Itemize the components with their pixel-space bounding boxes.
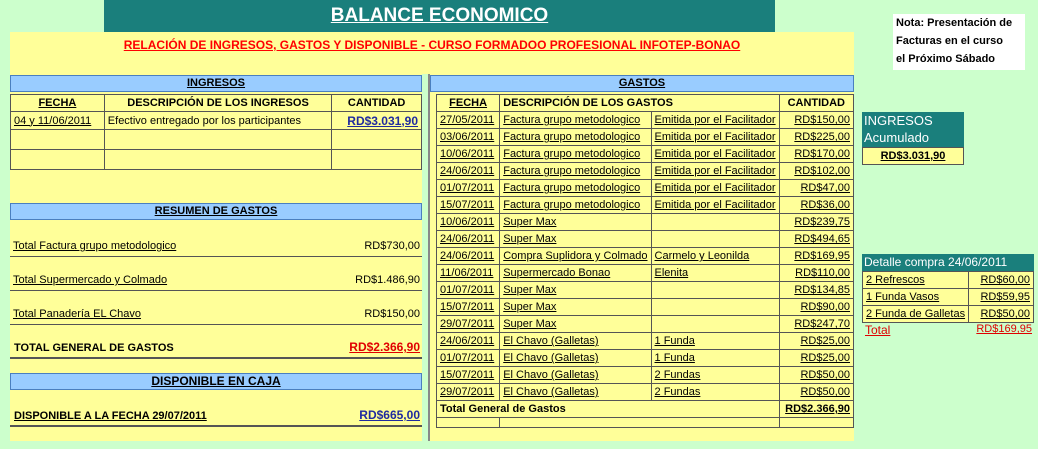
gasto-cantidad: RD$239,75 xyxy=(779,214,853,231)
gasto-cantidad: RD$36,00 xyxy=(779,197,853,214)
detalle-item: 1 Funda Vasos xyxy=(863,289,969,306)
gasto-cantidad: RD$134,85 xyxy=(779,282,853,299)
empty-cell xyxy=(779,418,853,428)
disponible-label: DISPONIBLE A LA FECHA 29/07/2011 xyxy=(14,410,207,422)
gasto-cantidad: RD$50,00 xyxy=(779,367,853,384)
gasto-fecha: 15/07/2011 xyxy=(437,197,500,214)
note-line: el Próximo Sábado xyxy=(896,53,996,65)
gasto-cantidad: RD$225,00 xyxy=(779,129,853,146)
gasto-detalle: Emitida por el Facilitador xyxy=(651,180,779,197)
gasto-descripcion: Super Max xyxy=(500,316,651,333)
table-row xyxy=(437,316,854,333)
table-row xyxy=(437,248,854,265)
gasto-cantidad: RD$90,00 xyxy=(779,299,853,316)
resumen-item-value: RD$1.486,90 xyxy=(355,274,420,286)
gasto-detalle: Emitida por el Facilitador xyxy=(651,163,779,180)
gastos-total-value: RD$2.366,90 xyxy=(779,401,853,418)
gasto-detalle: 1 Funda xyxy=(651,350,779,367)
gasto-cantidad: RD$110,00 xyxy=(779,265,853,282)
gasto-descripcion: El Chavo (Galletas) xyxy=(500,350,651,367)
gasto-descripcion: El Chavo (Galletas) xyxy=(500,367,651,384)
acumulado-title-line: Acumulado xyxy=(864,130,930,145)
table-row xyxy=(437,350,854,367)
gasto-cantidad: RD$170,00 xyxy=(779,146,853,163)
ingreso-descripcion: Efectivo entregado por los participantes xyxy=(104,112,331,130)
gasto-detalle xyxy=(651,282,779,299)
gasto-fecha: 10/06/2011 xyxy=(437,146,500,163)
gasto-fecha: 29/07/2011 xyxy=(437,316,500,333)
divider xyxy=(10,290,422,291)
gasto-cantidad: RD$494,65 xyxy=(779,231,853,248)
detalle-title: Detalle compra 24/06/2011 xyxy=(862,254,1034,271)
gastos-total-label: Total General de Gastos xyxy=(437,401,780,418)
gasto-descripcion: Compra Suplidora y Colmado xyxy=(500,248,651,265)
gasto-fecha: 24/06/2011 xyxy=(437,248,500,265)
table-row xyxy=(437,333,854,350)
gasto-detalle xyxy=(651,231,779,248)
gasto-detalle xyxy=(651,299,779,316)
gasto-fecha: 01/07/2011 xyxy=(437,350,500,367)
detalle-value: RD$60,00 xyxy=(969,272,1034,289)
empty-cell xyxy=(11,130,105,150)
resumen-title: RESUMEN DE GASTOS xyxy=(10,203,422,220)
gasto-cantidad: RD$150,00 xyxy=(779,112,853,129)
table-row xyxy=(437,384,854,401)
header-fecha: FECHA xyxy=(437,95,500,112)
acumulado-title xyxy=(862,112,964,147)
gasto-detalle: Elenita xyxy=(651,265,779,282)
acumulado-title-line: INGRESOS xyxy=(864,113,933,128)
gasto-detalle: 1 Funda xyxy=(651,333,779,350)
resumen-item-label: Total Supermercado y Colmado xyxy=(13,274,168,286)
total-gastos-value: RD$2.366,90 xyxy=(349,340,420,354)
page-subtitle: RELACIÓN DE INGRESOS, GASTOS Y DISPONIBLE - CURSO FORMADOO PROFESIONAL INFOTEP-BONAO xyxy=(123,38,741,52)
empty-cell xyxy=(11,150,105,170)
disponible-value: RD$665,00 xyxy=(359,408,420,422)
gasto-descripcion: Super Max xyxy=(500,282,651,299)
total-gastos-label: TOTAL GENERAL DE GASTOS xyxy=(14,342,174,354)
gasto-fecha: 15/07/2011 xyxy=(437,299,500,316)
header-cantidad: CANTIDAD xyxy=(332,95,422,112)
gasto-fecha: 27/05/2011 xyxy=(437,112,500,129)
note-line: Facturas en el curso xyxy=(896,35,1003,47)
page-title: BALANCE ECONOMICO xyxy=(104,0,775,32)
gasto-fecha: 29/07/2011 xyxy=(437,384,500,401)
ingreso-fecha: 04 y 11/06/2011 xyxy=(11,112,105,130)
empty-cell xyxy=(332,130,422,150)
gasto-descripcion: El Chavo (Galletas) xyxy=(500,384,651,401)
gasto-detalle: Emitida por el Facilitador xyxy=(651,146,779,163)
table-row xyxy=(437,265,854,282)
header-cantidad: CANTIDAD xyxy=(779,95,853,112)
resumen-item-value: RD$730,00 xyxy=(364,240,420,252)
gastos-title: GASTOS xyxy=(430,75,854,92)
gasto-descripcion: Factura grupo metodologico xyxy=(500,129,651,146)
gasto-descripcion: Super Max xyxy=(500,231,651,248)
table-row xyxy=(437,197,854,214)
gasto-descripcion: El Chavo (Galletas) xyxy=(500,333,651,350)
table-row xyxy=(437,214,854,231)
gasto-fecha: 01/07/2011 xyxy=(437,180,500,197)
gasto-descripcion: Factura grupo metodologico xyxy=(500,180,651,197)
gasto-descripcion: Factura grupo metodologico xyxy=(500,112,651,129)
gasto-detalle: Emitida por el Facilitador xyxy=(651,197,779,214)
gasto-descripcion: Factura grupo metodologico xyxy=(500,197,651,214)
table-row xyxy=(437,299,854,316)
divider xyxy=(10,324,422,325)
divider xyxy=(10,357,422,359)
table-row xyxy=(437,231,854,248)
detalle-value: RD$59,95 xyxy=(969,289,1034,306)
divider xyxy=(10,256,422,257)
gasto-cantidad: RD$47,00 xyxy=(779,180,853,197)
gasto-detalle: Carmelo y Leonilda xyxy=(651,248,779,265)
empty-cell xyxy=(104,130,331,150)
gasto-detalle: 2 Fundas xyxy=(651,384,779,401)
gasto-fecha: 10/06/2011 xyxy=(437,214,500,231)
ingresos-table xyxy=(10,94,422,170)
header-descripcion: DESCRIPCIÓN DE LOS INGRESOS xyxy=(104,95,331,112)
gasto-cantidad: RD$25,00 xyxy=(779,350,853,367)
table-row xyxy=(437,112,854,129)
detalle-table xyxy=(862,271,1034,323)
empty-cell xyxy=(500,418,779,428)
detalle-item: 2 Refrescos xyxy=(863,272,969,289)
gasto-descripcion: Factura grupo metodologico xyxy=(500,146,651,163)
resumen-item-label: Total Factura grupo metodologico xyxy=(13,240,177,252)
empty-cell xyxy=(332,150,422,170)
gasto-descripcion: Super Max xyxy=(500,299,651,316)
ingreso-cantidad: RD$3.031,90 xyxy=(332,112,422,130)
empty-cell xyxy=(104,150,331,170)
detalle-value: RD$50,00 xyxy=(969,306,1034,323)
detalle-total-value: RD$169,95 xyxy=(976,323,1032,335)
acumulado-value: RD$3.031,90 xyxy=(862,147,964,165)
gasto-fecha: 24/06/2011 xyxy=(437,163,500,180)
resumen-item-label: Total Panadería EL Chavo xyxy=(13,308,142,320)
detalle-total-label: Total xyxy=(865,323,891,337)
gasto-descripcion: Super Max xyxy=(500,214,651,231)
resumen-item-value: RD$150,00 xyxy=(364,308,420,320)
gasto-detalle xyxy=(651,214,779,231)
gasto-fecha: 24/06/2011 xyxy=(437,333,500,350)
note-box xyxy=(893,14,1025,70)
gasto-cantidad: RD$25,00 xyxy=(779,333,853,350)
gastos-table xyxy=(436,94,854,428)
gasto-cantidad: RD$247,70 xyxy=(779,316,853,333)
header-fecha: FECHA xyxy=(11,95,105,112)
detalle-item: 2 Funda de Galletas xyxy=(863,306,969,323)
divider xyxy=(10,425,422,427)
table-row xyxy=(437,163,854,180)
table-row xyxy=(437,129,854,146)
gasto-fecha: 15/07/2011 xyxy=(437,367,500,384)
gasto-fecha: 01/07/2011 xyxy=(437,282,500,299)
gasto-descripcion: Supermercado Bonao xyxy=(500,265,651,282)
table-row xyxy=(437,180,854,197)
gasto-cantidad: RD$169,95 xyxy=(779,248,853,265)
table-row xyxy=(437,146,854,163)
ingresos-title: INGRESOS xyxy=(10,75,422,92)
note-line: Nota: Presentación de xyxy=(896,17,1013,29)
gasto-descripcion: Factura grupo metodologico xyxy=(500,163,651,180)
gasto-cantidad: RD$50,00 xyxy=(779,384,853,401)
empty-cell xyxy=(437,418,500,428)
gasto-fecha: 11/06/2011 xyxy=(437,265,500,282)
gasto-cantidad: RD$102,00 xyxy=(779,163,853,180)
header-descripcion: DESCRIPCIÓN DE LOS GASTOS xyxy=(500,95,779,112)
table-row xyxy=(437,367,854,384)
gasto-detalle: 2 Fundas xyxy=(651,367,779,384)
gasto-detalle: Emitida por el Facilitador xyxy=(651,129,779,146)
gasto-fecha: 24/06/2011 xyxy=(437,231,500,248)
gastos-left-border xyxy=(428,74,430,441)
gasto-detalle xyxy=(651,316,779,333)
table-row xyxy=(437,282,854,299)
gasto-fecha: 03/06/2011 xyxy=(437,129,500,146)
gasto-detalle: Emitida por el Facilitador xyxy=(651,112,779,129)
disponible-title: DISPONIBLE EN CAJA xyxy=(10,373,422,390)
